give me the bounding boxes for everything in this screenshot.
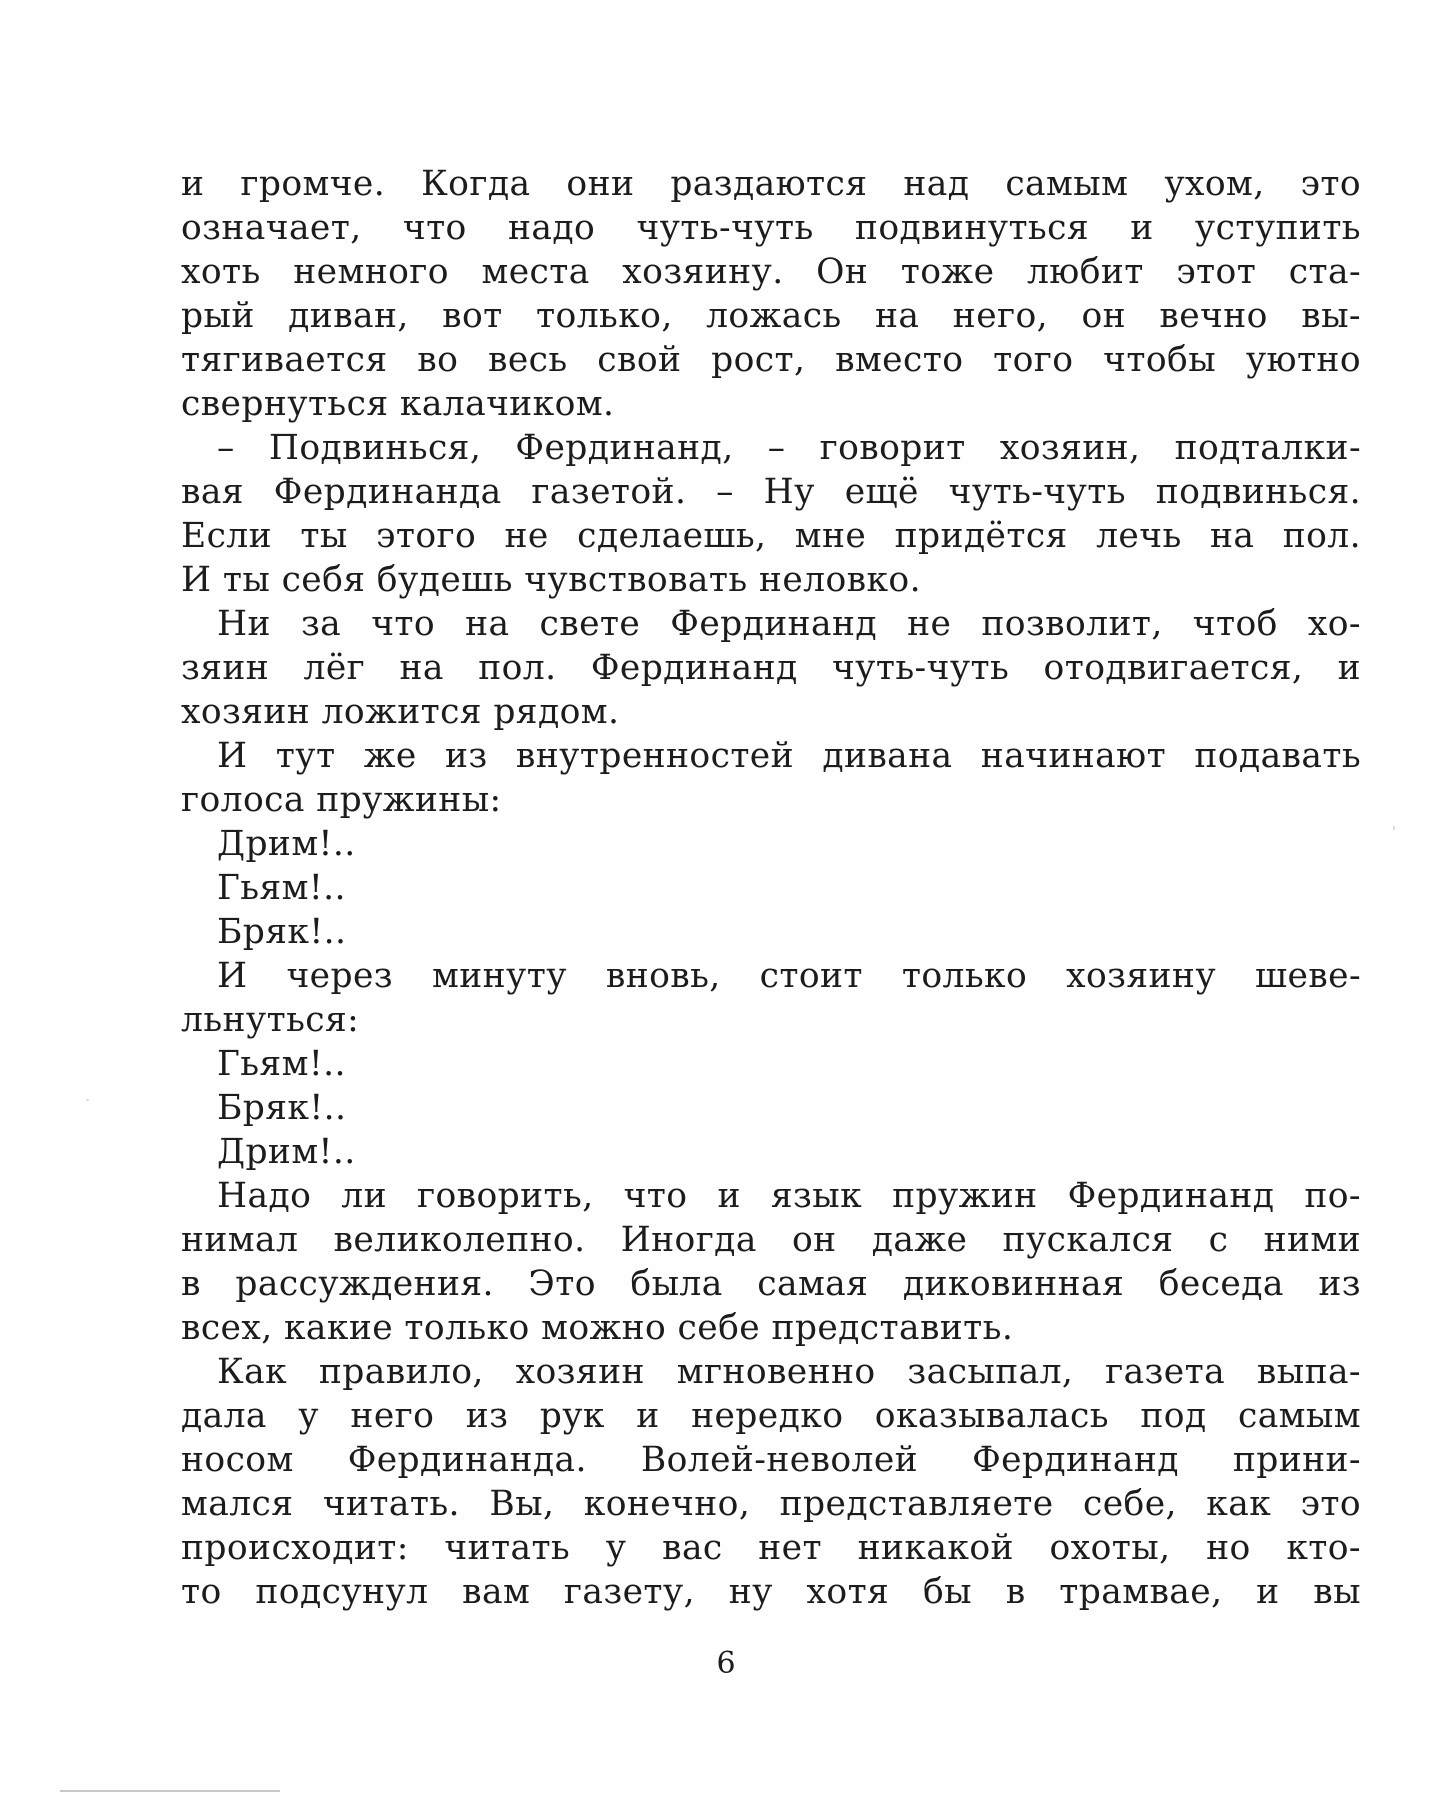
page-number: 6	[716, 1646, 736, 1681]
text-line: – Подвинься, Фердинанд, – говорит хозяин, подталки-	[217, 428, 1361, 468]
text-line: Гьям!..	[217, 1044, 346, 1084]
text-line: льнуться:	[181, 1000, 360, 1040]
scan-edge-mark	[60, 1790, 280, 1792]
text-line: Надо ли говорить, что и язык пружин Фердинанд по-	[217, 1176, 1361, 1216]
scan-speck	[86, 1099, 89, 1101]
text-line: в рассуждения. Это была самая диковинная беседа из	[181, 1264, 1361, 1304]
scan-speck	[1393, 826, 1395, 830]
text-line: мался читать. Вы, конечно, представляете себе, как это	[181, 1484, 1361, 1524]
text-line: свернуться калачиком.	[181, 384, 615, 424]
text-line: зяин лёг на пол. Фердинанд чуть-чуть отодвигается, и	[181, 648, 1361, 688]
text-line: Дрим!..	[217, 824, 356, 864]
text-line: означает, что надо чуть-чуть подвинуться и уступить	[181, 208, 1361, 248]
text-line: Гьям!..	[217, 868, 346, 908]
text-line: Если ты этого не сделаешь, мне придётся лечь на пол.	[181, 516, 1361, 556]
text-line: происходит: читать у вас нет никакой охоты, но кто-	[181, 1528, 1361, 1568]
text-line: то подсунул вам газету, ну хотя бы в трамвае, и вы	[181, 1572, 1361, 1612]
text-line: хоть немного места хозяину. Он тоже любит этот ста-	[181, 252, 1361, 292]
text-line: нимал великолепно. Иногда он даже пускался с ними	[181, 1220, 1361, 1260]
text-line: Бряк!..	[217, 1088, 347, 1128]
text-line: Ни за что на свете Фердинанд не позволит, чтоб хо-	[217, 604, 1361, 644]
text-line: И тут же из внутренностей дивана начинают подавать	[217, 736, 1361, 776]
text-line: И ты себя будешь чувствовать неловко.	[181, 560, 921, 600]
text-line: голоса пружины:	[181, 780, 502, 820]
text-line: Как правило, хозяин мгновенно засыпал, газета выпа-	[217, 1352, 1361, 1392]
text-line: дала у него из рук и нередко оказывалась под самым	[181, 1396, 1361, 1436]
text-line: Дрим!..	[217, 1132, 356, 1172]
text-line: носом Фердинанда. Волей-неволей Фердинанд прини-	[181, 1440, 1361, 1480]
text-line: И через минуту вновь, стоит только хозяину шеве-	[217, 956, 1361, 996]
text-line: всех, какие только можно себе представить.	[181, 1308, 1014, 1348]
text-line: и громче. Когда они раздаются над самым ухом, это	[181, 164, 1361, 204]
text-line: рый диван, вот только, ложась на него, он вечно вы-	[181, 296, 1361, 336]
body-text	[181, 162, 1361, 1614]
text-line: вая Фердинанда газетой. – Ну ещё чуть-чуть подвинься.	[181, 472, 1361, 512]
text-line: хозяин ложится рядом.	[181, 692, 620, 732]
text-line: Бряк!..	[217, 912, 347, 952]
text-line: тягивается во весь свой рост, вместо того чтобы уютно	[181, 340, 1361, 380]
